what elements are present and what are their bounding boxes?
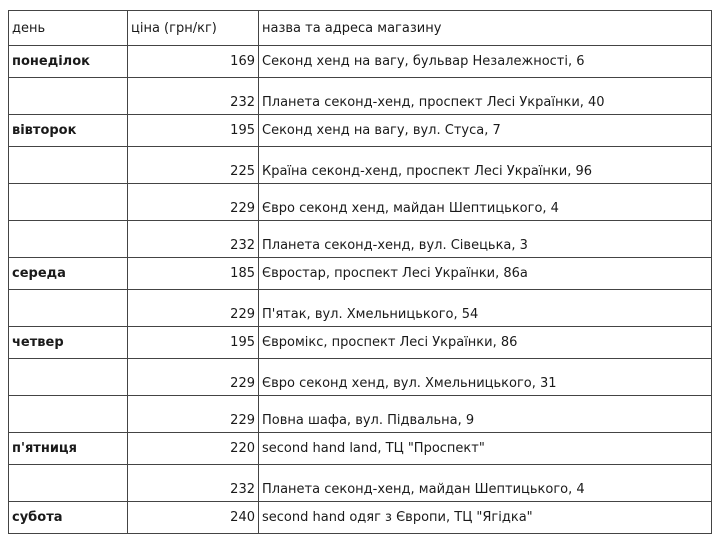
table-row [9,433,712,465]
shop-cell: Секонд хенд на вагу, бульвар Незалежності, 6 [259,46,712,78]
price-cell: 229 [128,184,259,221]
shop-cell: Країна секонд-хенд, проспект Лесі Українки, 96 [259,147,712,184]
shop-cell: second hand одяг з Європи, ТЦ "Ягідка" [259,502,712,534]
shop-cell: П'ятак, вул. Хмельницького, 54 [259,290,712,327]
day-cell: четвер [9,327,128,359]
shop-cell: Євромікс, проспект Лесі Українки, 86 [259,327,712,359]
table-row [9,396,712,433]
price-cell: 232 [128,78,259,115]
day-cell [9,290,128,327]
table-body [9,46,712,534]
table-row [9,115,712,147]
shop-cell: Секонд хенд на вагу, вул. Стуса, 7 [259,115,712,147]
price-cell: 229 [128,396,259,433]
day-cell [9,147,128,184]
price-cell: 232 [128,221,259,258]
table-row [9,502,712,534]
price-cell: 195 [128,327,259,359]
price-cell: 229 [128,290,259,327]
day-cell: субота [9,502,128,534]
table-row [9,221,712,258]
table-row [9,46,712,78]
price-cell: 220 [128,433,259,465]
day-cell [9,184,128,221]
shop-cell: Євро секонд хенд, вул. Хмельницького, 31 [259,359,712,396]
price-cell: 229 [128,359,259,396]
table-row [9,78,712,115]
header-row [9,11,712,46]
price-cell: 169 [128,46,259,78]
shop-cell: second hand land, ТЦ "Проспект" [259,433,712,465]
price-cell: 240 [128,502,259,534]
shop-cell: Планета секонд-хенд, проспект Лесі Українки, 40 [259,78,712,115]
day-cell [9,359,128,396]
header-day: день [9,11,128,46]
price-cell: 232 [128,465,259,502]
day-cell: середа [9,258,128,290]
day-cell [9,396,128,433]
price-cell: 225 [128,147,259,184]
header-price: ціна (грн/кг) [128,11,259,46]
price-cell: 185 [128,258,259,290]
shop-cell: Повна шафа, вул. Підвальна, 9 [259,396,712,433]
table-row [9,258,712,290]
table-row [9,465,712,502]
table-header [9,11,712,46]
table-row [9,327,712,359]
day-cell [9,78,128,115]
shop-cell: Планета секонд-хенд, вул. Сівецька, 3 [259,221,712,258]
day-cell: вівторок [9,115,128,147]
shop-cell: Планета секонд-хенд, майдан Шептицького, 4 [259,465,712,502]
price-cell: 195 [128,115,259,147]
day-cell [9,465,128,502]
shop-cell: Євростар, проспект Лесі Українки, 86а [259,258,712,290]
table-row [9,359,712,396]
table-row [9,147,712,184]
day-cell: понеділок [9,46,128,78]
day-cell [9,221,128,258]
table-row [9,184,712,221]
shops-table [8,10,712,534]
day-cell: п'ятниця [9,433,128,465]
shop-cell: Євро секонд хенд, майдан Шептицького, 4 [259,184,712,221]
table-row [9,290,712,327]
header-shop: назва та адреса магазину [259,11,712,46]
